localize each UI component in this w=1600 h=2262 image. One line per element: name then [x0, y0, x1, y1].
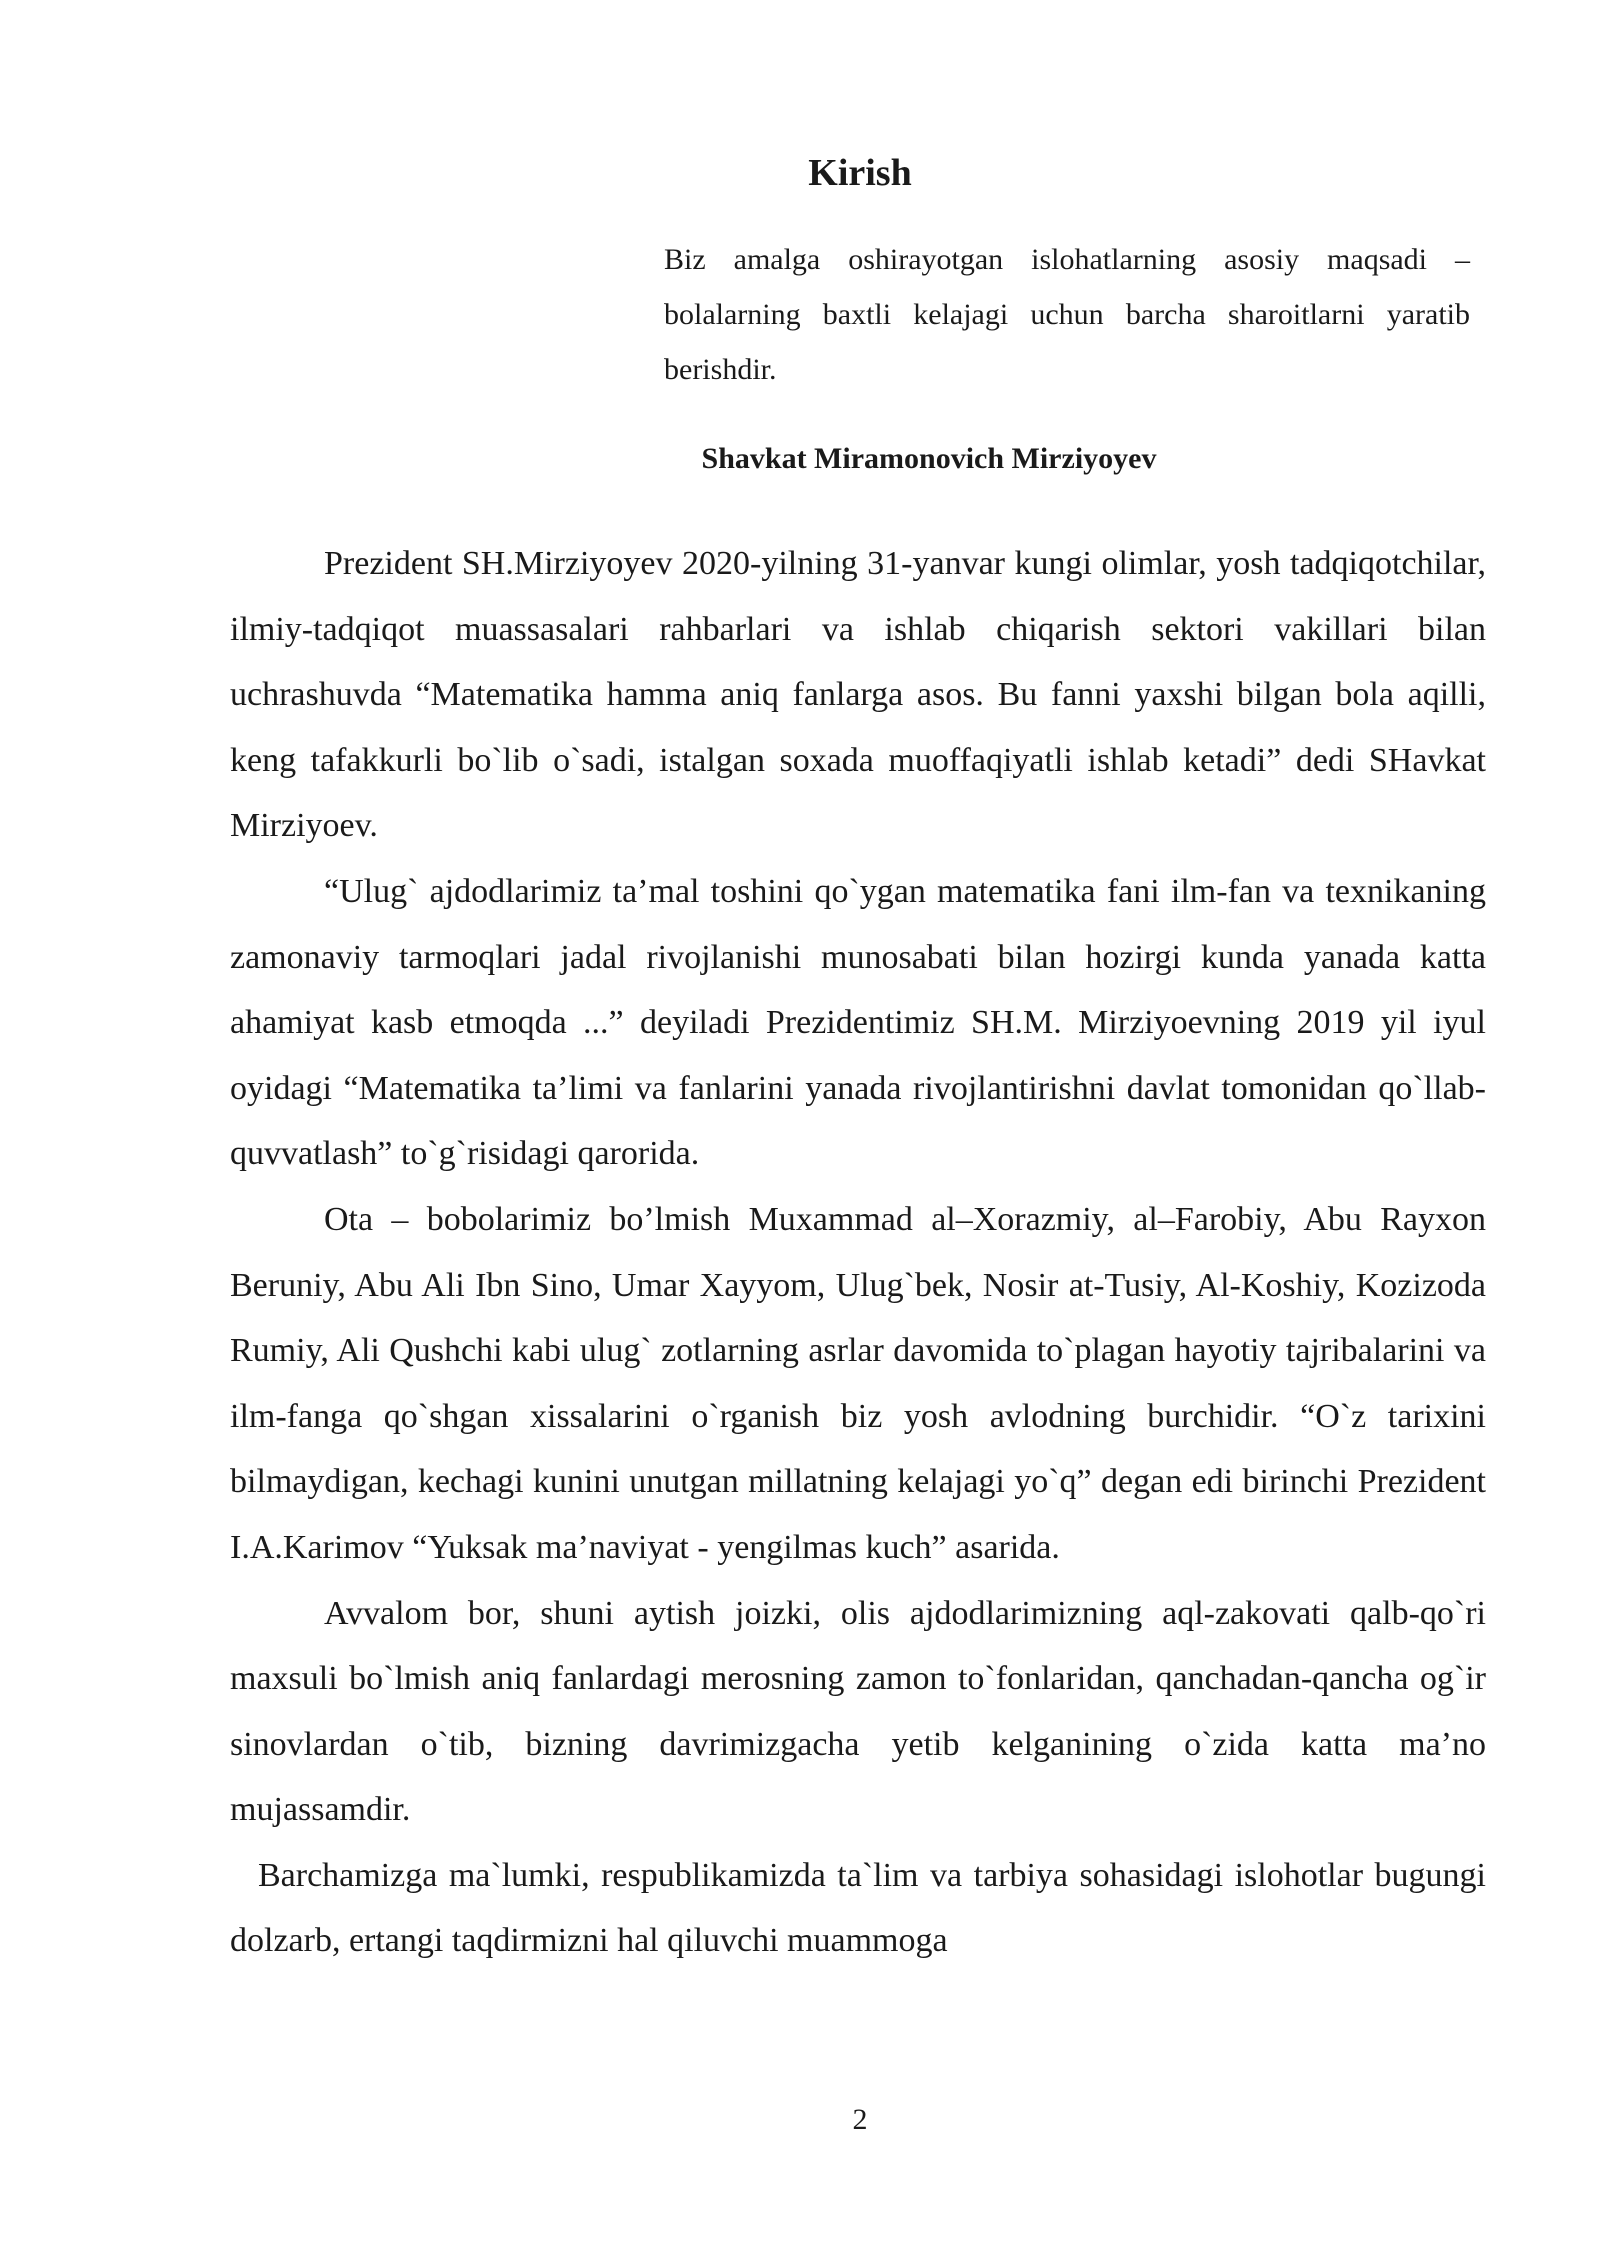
- paragraph: Prezident SH.Mirziyoyev 2020-yilning 31-yanvar kungi olimlar, yosh tadqiqotchilar, ilmiy-tadqiqot muassasalari rahbarlari va ishlab chiqarish sektori vakillari bilan uchrashuvda “Matematika hamma aniq fanlarga asos. Bu fanni yaxshi bilgan bola aqilli, keng tafakkurli bo`lib o`sadi, istalgan soxada muoffaqiyatli ishlab ketadi” dedi SHavkat Mirziyoev.: [230, 545, 1486, 845]
- epigraph-author: Shavkat Miramonovich Mirziyoyev: [701, 442, 1157, 475]
- page-number: 2: [852, 2103, 868, 2136]
- epigraph-text: Biz amalga oshirayotgan islohatlarning asosiy maqsadi – bolalarning baxtli kelajagi uchun barcha sharoitlarni yaratib berishdir.: [664, 243, 1470, 386]
- section-title: Kirish: [808, 152, 912, 194]
- paragraph: Barchamizga ma`lumki, respublikamizda ta`lim va tarbiya sohasidagi islohotlar bugungi dolzarb, ertangi taqdirmizni hal qiluvchi muammoga: [230, 1856, 1486, 1960]
- body-text: [230, 531, 1486, 1974]
- paragraph: “Ulug` ajdodlarimiz ta’mal toshini qo`ygan matematika fani ilm-fan va texnikaning zamonaviy tarmoqlari jadal rivojlanishi munosabati bilan hozirgi kunda yanada katta ahamiyat kasb etmoqda ...” deyiladi Prezidentimiz SH.M. Mirziyoevning 2019 yil iyul oyidagi “Matematika ta’limi va fanlarini yanada rivojlantirishni davlat tomonidan qo`llab-quvvatlash” to`g`risidagi qarorida.: [230, 872, 1486, 1173]
- paragraph: Ota – bobolarimiz bo’lmish Muxammad al–Xorazmiy, al–Farobiy, Abu Rayxon Beruniy, Abu Ali Ibn Sino, Umar Xayyom, Ulug`bek, Nosir at-Tusiy, Al-Koshiy, Kozizoda Rumiy, Ali Qushchi kabi ulug` zotlarning asrlar davomida to`plagan hayotiy tajribalarini va ilm-fanga qo`shgan xissalarini o`rganish biz yosh avlodning burchidir. “O`z tarixini bilmaydigan, kechagi kunini unutgan millatning kelajagi yo`q” degan edi birinchi Prezident I.A.Karimov “Yuksak ma’naviyat - yengilmas kuch” asarida.: [230, 1200, 1486, 1566]
- paragraph: Avvalom bor, shuni aytish joizki, olis ajdodlarimizning aql-zakovati qalb-qo`ri maxsuli bo`lmish aniq fanlardagi merosning zamon to`fonlaridan, qanchadan-qancha og`ir sinovlardan o`tib, bizning davrimizgacha yetib kelganining o`zida katta ma’no mujassamdir.: [230, 1594, 1486, 1829]
